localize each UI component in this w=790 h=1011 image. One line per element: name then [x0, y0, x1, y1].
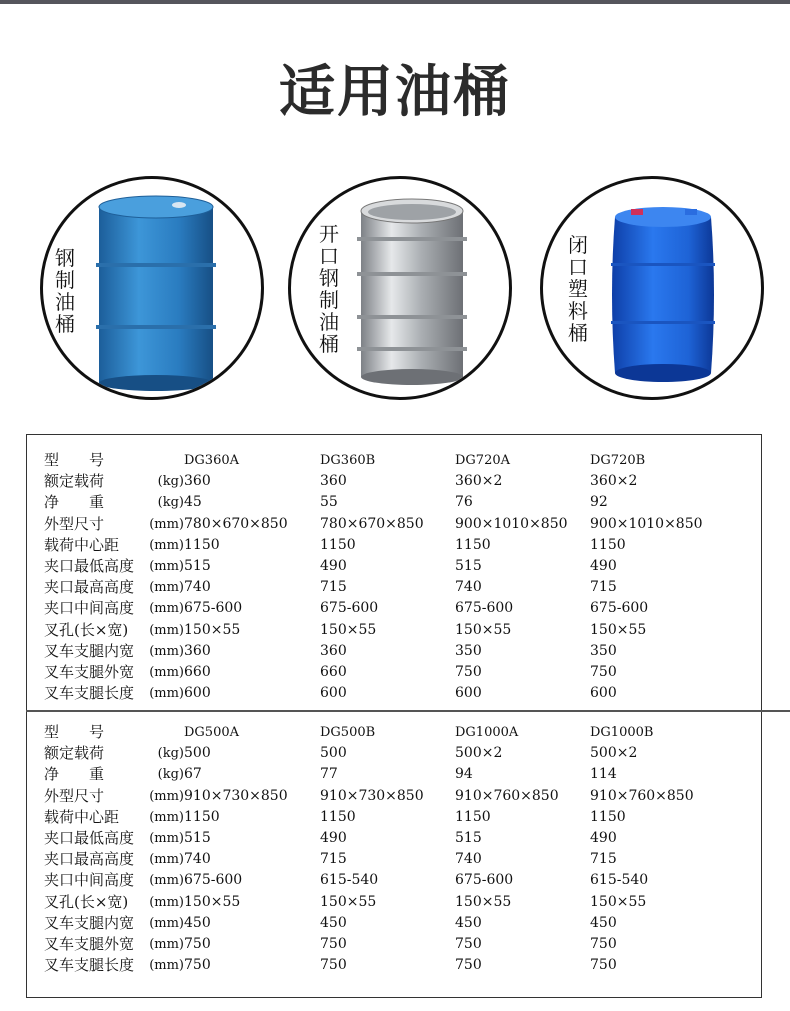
spec-value: 615-540 — [590, 872, 649, 889]
label-char: 口 — [568, 255, 588, 279]
spec-value: 150×55 — [590, 893, 647, 910]
spec-value: 490 — [590, 830, 617, 846]
spec-value: 1150 — [455, 536, 491, 553]
plastic-drum-circle — [540, 176, 764, 400]
spec-label: 叉孔(长×宽) — [44, 620, 129, 639]
spec-value: 94 — [455, 766, 473, 783]
label-char: 桶 — [568, 321, 588, 345]
spec-value: 500×2 — [455, 745, 503, 762]
spec-value: DG500A — [184, 725, 240, 740]
spec-value: 150×55 — [184, 893, 241, 910]
spec-unit: (kg) — [157, 767, 184, 783]
spec-unit: (kg) — [157, 746, 184, 762]
spec-value: 715 — [590, 579, 617, 596]
label-char: 桶 — [319, 332, 339, 356]
spec-value: 1150 — [184, 808, 220, 825]
label-char: 油 — [55, 290, 75, 314]
spec-value: 780×670×850 — [320, 515, 424, 532]
open-steel-drum-label — [319, 223, 339, 355]
spec-value: 360×2 — [590, 473, 638, 490]
spec-value: 750 — [590, 957, 617, 974]
spec-value: 750 — [184, 936, 211, 952]
spec-value: 1150 — [455, 808, 491, 825]
plastic-drum-label — [568, 234, 588, 344]
spec-value: 450 — [455, 914, 482, 931]
spec-value: DG1000B — [590, 725, 654, 740]
spec-value: 500 — [320, 745, 347, 762]
spec-value: 92 — [590, 494, 608, 511]
spec-unit: (mm) — [149, 559, 184, 574]
spec-unit: (mm) — [149, 622, 184, 638]
steel-drum-image — [91, 193, 221, 393]
spec-label: 外型尺寸 — [44, 514, 105, 533]
spec-value: 1150 — [590, 808, 626, 825]
spec-value: DG1000A — [455, 725, 519, 740]
spec-value: 1150 — [320, 808, 356, 825]
spec-value: 750 — [320, 957, 347, 974]
spec-value: 715 — [590, 851, 617, 868]
spec-unit: (mm) — [149, 831, 184, 846]
spec-label: 净 重 — [44, 493, 105, 512]
spec-unit: (mm) — [149, 958, 184, 974]
spec-label: 额定载荷 — [44, 744, 105, 763]
table-divider — [26, 710, 790, 712]
spec-label: 叉车支腿外宽 — [44, 663, 135, 681]
spec-label: 叉车支腿长度 — [44, 956, 135, 975]
label-char: 闭 — [568, 233, 588, 257]
spec-label: 夹口最低高度 — [44, 557, 135, 575]
spec-value: 675-600 — [184, 600, 243, 617]
spec-label: 净 重 — [44, 765, 105, 784]
spec-value: 600 — [184, 685, 211, 702]
spec-unit: (mm) — [149, 809, 184, 825]
spec-value: 45 — [184, 494, 202, 511]
spec-value: 150×55 — [455, 893, 512, 910]
spec-value: 750 — [320, 936, 347, 952]
spec-value: 675-600 — [320, 600, 379, 617]
spec-value: 360 — [184, 473, 211, 490]
label-char: 制 — [55, 268, 75, 292]
spec-value: 515 — [184, 830, 211, 846]
spec-label: 夹口最低高度 — [44, 829, 135, 847]
spec-value: 450 — [320, 914, 347, 931]
spec-unit: (mm) — [149, 643, 184, 659]
spec-value: 150×55 — [184, 621, 241, 638]
spec-value: 600 — [455, 685, 482, 702]
spec-value: 77 — [320, 766, 338, 783]
spec-value: 910×730×850 — [184, 787, 288, 804]
label-char: 油 — [319, 310, 339, 334]
spec-value: 750 — [455, 936, 482, 952]
spec-value: 1150 — [590, 536, 626, 553]
label-char: 口 — [319, 244, 339, 268]
spec-label: 叉车支腿长度 — [44, 684, 135, 703]
label-char: 钢 — [55, 246, 75, 270]
label-char: 桶 — [55, 312, 75, 336]
plastic-drum-image — [605, 201, 721, 387]
spec-value: 910×760×850 — [590, 787, 694, 804]
spec-value: 740 — [184, 579, 211, 596]
spec-value: 910×760×850 — [455, 787, 559, 804]
spec-value: 150×55 — [320, 893, 377, 910]
spec-value: 1150 — [184, 536, 220, 553]
spec-value: 750 — [455, 664, 482, 680]
spec-value: 740 — [184, 851, 211, 868]
spec-value: 500 — [184, 745, 211, 762]
open-steel-drum-circle — [288, 176, 512, 400]
spec-value: 675-600 — [455, 600, 514, 617]
top-bar — [0, 0, 790, 4]
spec-value: 350 — [455, 642, 482, 659]
label-char: 料 — [568, 299, 588, 323]
spec-value: 740 — [455, 851, 482, 868]
spec-value: DG360B — [320, 453, 376, 468]
spec-value: 360 — [184, 642, 211, 659]
spec-unit: (mm) — [149, 686, 184, 702]
spec-label: 夹口中间高度 — [44, 871, 135, 890]
spec-value: 750 — [455, 957, 482, 974]
spec-label: 载荷中心距 — [44, 535, 120, 554]
spec-value: 500×2 — [590, 745, 638, 762]
spec-value: 660 — [184, 664, 211, 680]
spec-value: 76 — [455, 494, 473, 511]
spec-value: 360×2 — [455, 473, 503, 490]
spec-value: 750 — [590, 936, 617, 952]
spec-label: 夹口最高高度 — [44, 850, 135, 869]
spec-value: 515 — [184, 558, 211, 574]
spec-value: 150×55 — [320, 621, 377, 638]
spec-value: 910×730×850 — [320, 787, 424, 804]
spec-label: 夹口中间高度 — [44, 599, 135, 618]
spec-value: 615-540 — [320, 872, 379, 889]
spec-label: 外型尺寸 — [44, 786, 105, 805]
spec-value: 675-600 — [455, 872, 514, 889]
spec-value: 67 — [184, 766, 202, 783]
spec-value: 900×1010×850 — [590, 515, 703, 532]
spec-value: 55 — [320, 494, 338, 511]
spec-value: 490 — [590, 558, 617, 574]
label-char: 钢 — [319, 266, 339, 290]
spec-value: 675-600 — [590, 600, 649, 617]
spec-value: 600 — [320, 685, 347, 702]
label-char: 开 — [319, 222, 339, 246]
spec-value: 1150 — [320, 536, 356, 553]
label-char: 制 — [319, 288, 339, 312]
spec-unit: (mm) — [149, 516, 184, 532]
spec-unit: (mm) — [149, 915, 184, 931]
spec-value: 715 — [320, 851, 347, 868]
spec-value: 490 — [320, 558, 347, 574]
spec-label: 叉车支腿外宽 — [44, 935, 135, 953]
spec-value: DG720B — [590, 453, 646, 468]
spec-label: 叉车支腿内宽 — [44, 641, 135, 660]
label-char: 塑 — [568, 277, 588, 301]
spec-value: 114 — [590, 766, 617, 783]
spec-unit: (mm) — [149, 873, 184, 889]
spec-value: 900×1010×850 — [455, 515, 568, 532]
spec-label: 载荷中心距 — [44, 807, 120, 826]
spec-label: 夹口最高高度 — [44, 578, 135, 597]
spec-label: 叉车支腿内宽 — [44, 913, 135, 932]
spec-value: 150×55 — [590, 621, 647, 638]
spec-label: 型 号 — [44, 723, 105, 741]
spec-value: 750 — [184, 957, 211, 974]
page-title: 适用油桶 — [279, 60, 511, 125]
spec-value: 450 — [184, 914, 211, 931]
spec-label: 型 号 — [44, 451, 105, 469]
spec-value: 740 — [455, 579, 482, 596]
spec-value: 750 — [590, 664, 617, 680]
spec-unit: (mm) — [149, 894, 184, 910]
spec-unit: (mm) — [149, 580, 184, 596]
spec-unit: (kg) — [157, 474, 184, 490]
spec-unit: (kg) — [157, 495, 184, 511]
steel-drum-label — [55, 247, 75, 335]
spec-value: 780×670×850 — [184, 515, 288, 532]
steel-drum-circle — [40, 176, 264, 400]
spec-value: 150×55 — [455, 621, 512, 638]
spec-value: 450 — [590, 914, 617, 931]
spec-unit: (mm) — [149, 537, 184, 553]
spec-unit: (mm) — [149, 601, 184, 617]
spec-value: DG500B — [320, 725, 376, 740]
spec-value: 515 — [455, 558, 482, 574]
spec-value: 490 — [320, 830, 347, 846]
spec-value: 360 — [320, 473, 347, 490]
spec-unit: (mm) — [149, 788, 184, 804]
spec-value: 715 — [320, 579, 347, 596]
spec-unit: (mm) — [149, 852, 184, 868]
spec-value: DG360A — [184, 453, 240, 468]
spec-unit: (mm) — [149, 937, 184, 952]
open-steel-drum-image — [353, 197, 471, 387]
spec-value: 360 — [320, 642, 347, 659]
spec-value: 660 — [320, 664, 347, 680]
spec-value: 600 — [590, 685, 617, 702]
spec-value: 675-600 — [184, 872, 243, 889]
spec-value: 515 — [455, 830, 482, 846]
spec-label: 额定载荷 — [44, 472, 105, 491]
spec-label: 叉孔(长×宽) — [44, 892, 129, 911]
spec-value: DG720A — [455, 453, 511, 468]
spec-unit: (mm) — [149, 665, 184, 680]
spec-value: 350 — [590, 642, 617, 659]
